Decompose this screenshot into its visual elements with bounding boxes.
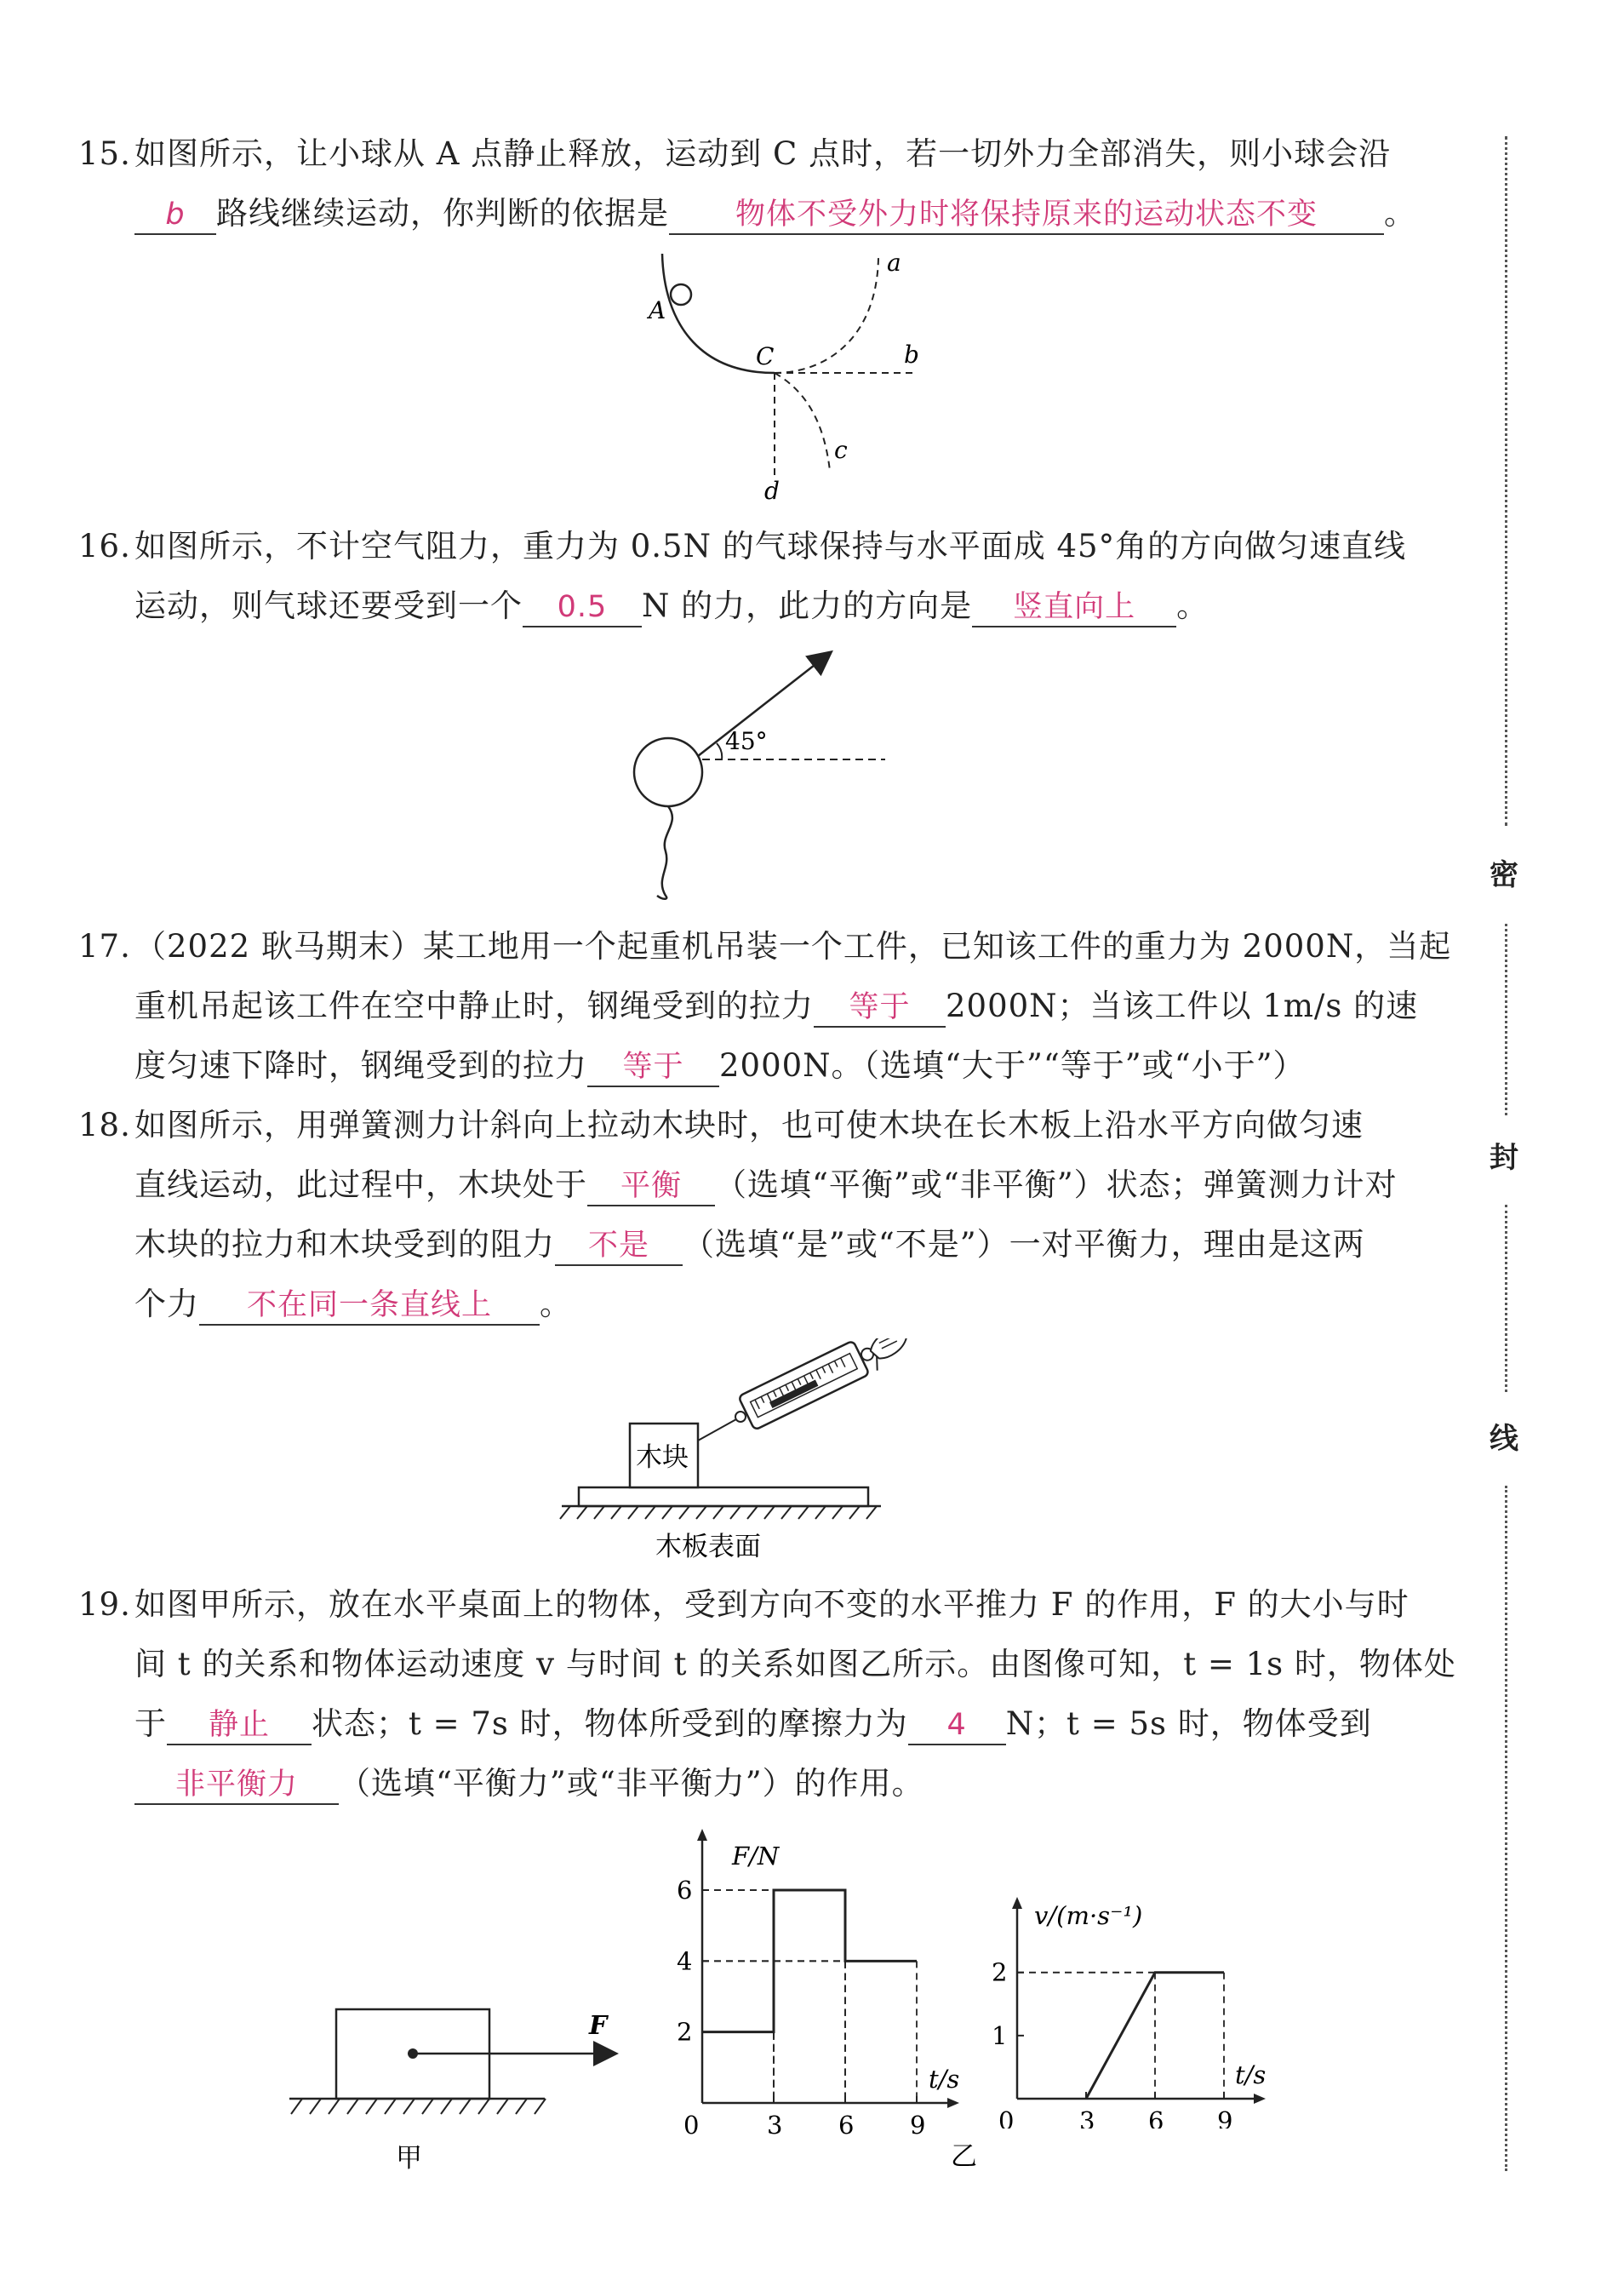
q19-figure-jia xyxy=(281,1988,621,2184)
q17-number: 17. xyxy=(78,928,131,965)
q19-line-4 xyxy=(78,1754,1440,1813)
binding-line-segment-4 xyxy=(1505,1486,1507,2171)
q19-line-2 xyxy=(78,1635,1456,1694)
velocity-chart-xlabel: t/s xyxy=(1235,2060,1267,2089)
q16-answer-2[interactable]: 竖直向上 xyxy=(972,588,1176,627)
q19-text-2: 间 t 的关系和物体运动速度 v 与时间 t 的关系如图乙所示。由图像可知，t = 1s 时，物体处 xyxy=(134,1646,1456,1682)
q18-text-2: 直线运动，此过程中，木块处于 xyxy=(134,1166,587,1203)
q15-answer-1[interactable]: b xyxy=(134,196,216,235)
binding-line-segment-3 xyxy=(1505,1205,1507,1392)
q19-line-3 xyxy=(78,1694,1440,1754)
q18-text-7: 。 xyxy=(540,1286,572,1322)
question-18 xyxy=(78,1096,1440,1334)
q18-wooden-board xyxy=(579,1487,868,1506)
q19-force-time-chart xyxy=(647,1822,979,2154)
q17-text-3: 2000N；当该工件以 1m/s 的速 xyxy=(946,988,1419,1024)
binding-label-mi: 密 xyxy=(1490,858,1518,892)
q15-line-1 xyxy=(78,124,1440,184)
q15-path-a xyxy=(775,258,878,373)
force-chart-x-axis-arrow xyxy=(947,2098,959,2108)
q15-label-c: c xyxy=(834,436,848,464)
q17-answer-1[interactable]: 等于 xyxy=(814,988,946,1028)
q16-figure xyxy=(621,640,911,904)
force-chart-ytick-label-2: 6 xyxy=(677,1876,693,1905)
q15-label-d: d xyxy=(764,477,780,505)
q17-text-4: 度匀速下降时，钢绳受到的拉力 xyxy=(134,1047,587,1084)
velocity-chart-x-axis-arrow xyxy=(1254,2094,1266,2104)
question-15 xyxy=(78,124,1440,243)
q17-text-2: 重机吊起该工件在空中静止时，钢绳受到的拉力 xyxy=(134,988,814,1024)
q19-text-3: 于 xyxy=(134,1705,167,1742)
q15-line-2 xyxy=(78,184,1440,243)
q18-number: 18. xyxy=(78,1107,131,1143)
velocity-chart-ylabel: v/(m·s⁻¹) xyxy=(1034,1901,1143,1930)
q16-balloon-string xyxy=(657,806,672,899)
q19-table-hatch xyxy=(291,2099,546,2114)
q18-line-3 xyxy=(78,1215,1440,1275)
velocity-chart-xtick-label-0: 0 xyxy=(998,2106,1015,2128)
q16-line-1 xyxy=(78,517,1440,576)
q16-line-2 xyxy=(78,576,1440,636)
question-17 xyxy=(78,917,1452,1096)
q19-caption-jia: 甲 xyxy=(396,2143,422,2174)
q18-ground-hatch xyxy=(560,1506,877,1519)
q18-hand-icon xyxy=(864,1338,931,1371)
q18-block-label: 木块 xyxy=(636,1442,689,1473)
question-16 xyxy=(78,517,1440,636)
q19-text-5: N；t = 5s 时，物体受到 xyxy=(1005,1705,1372,1742)
q18-answer-2[interactable]: 不是 xyxy=(555,1227,683,1266)
q16-text-3: N 的力，此力的方向是 xyxy=(642,587,973,624)
q17-line-3 xyxy=(78,1036,1440,1096)
q17-line-1 xyxy=(78,917,1452,977)
q18-figure xyxy=(558,1338,966,1573)
force-chart-xtick-label-2: 6 xyxy=(838,2111,855,2140)
q15-label-a: a xyxy=(887,249,901,277)
q18-line-1 xyxy=(78,1096,1440,1155)
q17-text-1: （2022 耿马期末）某工地用一个起重机吊装一个工件，已知该工件的重力为 2000N，当起 xyxy=(134,928,1452,965)
q19-text-6: （选填“平衡力”或“非平衡力”）的作用。 xyxy=(339,1765,924,1802)
q15-ball xyxy=(671,284,691,305)
q19-caption-yi-box xyxy=(946,2133,989,2175)
force-chart-ytick-label-1: 4 xyxy=(677,1946,693,1976)
q15-path-c xyxy=(775,373,830,471)
q16-number: 16. xyxy=(78,528,131,564)
q18-text-1: 如图所示，用弹簧测力计斜向上拉动木块时，也可使木块在长木板上沿水平方向做匀速 xyxy=(134,1107,1364,1143)
q16-answer-1[interactable]: 0.5 xyxy=(523,588,642,627)
binding-label-xian: 线 xyxy=(1490,1422,1518,1456)
q18-answer-1[interactable]: 平衡 xyxy=(587,1167,715,1206)
binding-label-feng: 封 xyxy=(1490,1141,1518,1175)
q16-angle-label: 45° xyxy=(725,727,768,755)
velocity-chart-y-axis-arrow xyxy=(1012,1897,1022,1909)
velocity-chart-xtick-label-1: 3 xyxy=(1079,2106,1095,2128)
force-chart-xtick-label-1: 3 xyxy=(767,2111,783,2140)
binding-line-segment-1 xyxy=(1505,136,1507,826)
question-19 xyxy=(78,1575,1456,1813)
q15-answer-2[interactable]: 物体不受外力时将保持原来的运动状态不变 xyxy=(669,196,1384,235)
q16-balloon xyxy=(634,738,702,806)
q16-text-2: 运动，则气球还要受到一个 xyxy=(134,587,523,624)
q17-answer-2[interactable]: 等于 xyxy=(587,1048,719,1087)
q19-caption-yi: 乙 xyxy=(951,2141,977,2172)
velocity-chart-xtick-label-3: 9 xyxy=(1217,2106,1233,2128)
q18-line-4 xyxy=(78,1275,1440,1334)
q18-line-2 xyxy=(78,1155,1440,1215)
q19-text-1: 如图甲所示，放在水平桌面上的物体，受到方向不变的水平推力 F 的作用，F 的大小与时 xyxy=(134,1586,1410,1623)
q19-answer-2[interactable]: 4 xyxy=(908,1706,1006,1745)
q16-text-1: 如图所示，不计空气阻力，重力为 0.5N 的气球保持与水平面成 45°角的方向做匀速直线 xyxy=(134,528,1407,564)
force-chart-ytick-label-0: 2 xyxy=(677,2017,693,2047)
force-chart-ylabel: F/N xyxy=(732,1842,780,1871)
q19-force-label: F xyxy=(589,2011,608,2041)
q18-answer-3[interactable]: 不在同一条直线上 xyxy=(199,1286,540,1326)
q18-pull-cord xyxy=(698,1419,736,1441)
q19-answer-3[interactable]: 非平衡力 xyxy=(134,1766,339,1805)
q16-text-4: 。 xyxy=(1176,587,1209,624)
q15-number: 15. xyxy=(78,135,131,172)
q15-figure xyxy=(630,245,936,509)
q19-text-4: 状态；t = 7s 时，物体所受到的摩擦力为 xyxy=(312,1705,908,1742)
q15-text-2: 路线继续运动，你判断的依据是 xyxy=(216,195,669,232)
binding-line-segment-2 xyxy=(1505,924,1507,1115)
q18-caption: 木板表面 xyxy=(655,1532,761,1562)
q18-text-5: （选填“是”或“不是”）一对平衡力，理由是这两 xyxy=(683,1226,1365,1263)
q15-label-A: A xyxy=(649,296,666,324)
force-chart-xtick-label-3: 9 xyxy=(910,2111,926,2140)
q16-angle-arc xyxy=(717,743,722,759)
q17-line-2 xyxy=(78,977,1440,1036)
force-chart-xlabel: t/s xyxy=(929,2065,960,2094)
q15-text-1: 如图所示，让小球从 A 点静止释放，运动到 C 点时，若一切外力全部消失，则小球会沿 xyxy=(134,135,1392,172)
q18-hook-ring xyxy=(735,1412,746,1422)
force-chart-xtick-label-0: 0 xyxy=(683,2111,700,2140)
q19-line-1 xyxy=(78,1575,1440,1635)
q17-text-5: 2000N。（选填“大于”“等于”或“小于”） xyxy=(719,1047,1306,1084)
q15-label-C: C xyxy=(756,342,775,370)
velocity-chart-xtick-label-2: 6 xyxy=(1148,2106,1164,2128)
q18-text-3: （选填“平衡”或“非平衡”）状态；弹簧测力计对 xyxy=(715,1166,1398,1203)
q18-text-6: 个力 xyxy=(134,1286,199,1322)
q19-number: 19. xyxy=(78,1586,131,1623)
q19-velocity-time-chart xyxy=(987,1873,1294,2128)
force-chart-y-axis-arrow xyxy=(697,1829,707,1841)
q18-text-4: 木块的拉力和木块受到的阻力 xyxy=(134,1226,555,1263)
q15-text-3: 。 xyxy=(1384,195,1416,232)
q19-answer-1[interactable]: 静止 xyxy=(167,1706,312,1745)
velocity-chart-ytick-label-1: 2 xyxy=(992,1957,1008,1987)
q18-spring-scale xyxy=(738,1338,881,1430)
q15-label-b: b xyxy=(904,341,919,369)
velocity-chart-ytick-label-0: 1 xyxy=(992,2020,1008,2050)
